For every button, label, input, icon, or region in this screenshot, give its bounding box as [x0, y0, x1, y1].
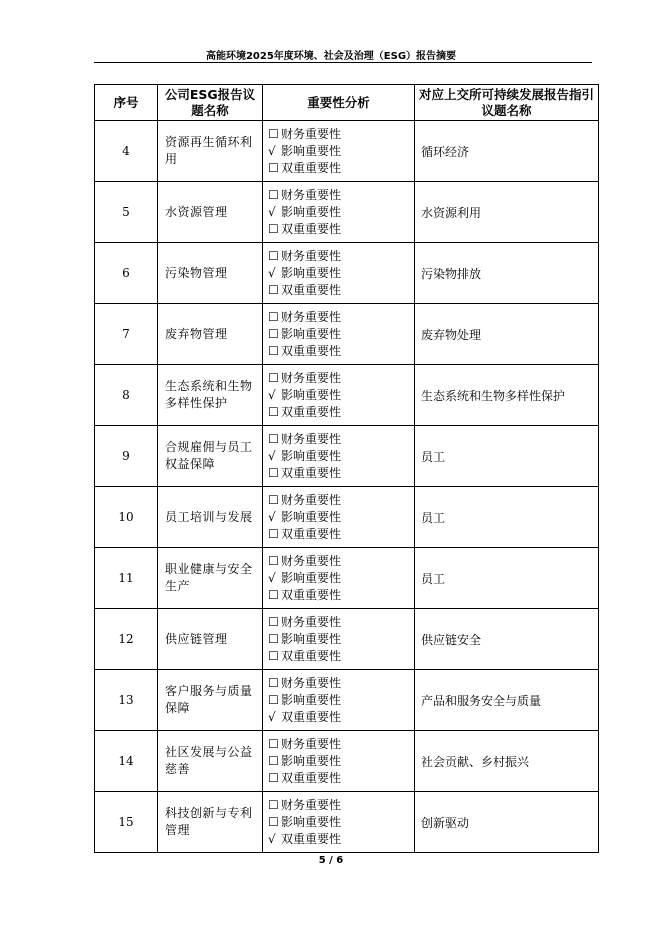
materiality-option [268, 797, 414, 814]
checkbox-empty-icon: ☐ [268, 404, 279, 419]
row-number: 11 [95, 548, 158, 609]
checkbox-empty-icon: ☐ [268, 526, 279, 541]
page-number: 5 / 6 [318, 855, 344, 866]
materiality-option-label: 财务重要性 [281, 614, 342, 629]
materiality-options [263, 487, 415, 548]
esg-topic-name: 职业健康与安全生产 [158, 548, 263, 609]
materiality-option [268, 753, 414, 770]
materiality-option [268, 160, 414, 177]
materiality-option [268, 282, 414, 299]
checkbox-empty-icon: ☐ [268, 282, 279, 297]
table-row [95, 365, 599, 426]
mapped-topic-name: 创新驱动 [415, 792, 599, 853]
column-header-no: 序号 [95, 85, 158, 121]
checkbox-empty-icon: ☐ [268, 587, 279, 602]
checkbox-empty-icon: ☐ [268, 309, 279, 324]
materiality-option [268, 387, 414, 404]
checkmark-icon: √ [268, 143, 276, 158]
checkbox-empty-icon: ☐ [268, 326, 279, 341]
materiality-options [263, 365, 415, 426]
materiality-option [268, 143, 414, 160]
row-number: 15 [95, 792, 158, 853]
esg-topics-table [94, 84, 599, 853]
materiality-option [268, 370, 414, 387]
checkbox-empty-icon: ☐ [268, 631, 279, 646]
materiality-option-label: 影响重要性 [281, 265, 342, 280]
materiality-option-label: 财务重要性 [281, 126, 342, 141]
materiality-options [263, 792, 415, 853]
row-number: 9 [95, 426, 158, 487]
materiality-option-label: 财务重要性 [281, 370, 342, 385]
checkmark-icon: √ [268, 570, 276, 585]
materiality-option [268, 265, 414, 282]
table-row [95, 548, 599, 609]
mapped-topic-name: 员工 [415, 548, 599, 609]
materiality-option [268, 492, 414, 509]
mapped-topic-name: 废弃物处理 [415, 304, 599, 365]
materiality-option [268, 736, 414, 753]
checkbox-empty-icon: ☐ [268, 614, 279, 629]
checkmark-icon: √ [268, 448, 276, 463]
mapped-topic-name: 员工 [415, 487, 599, 548]
esg-topic-name: 资源再生循环利用 [158, 121, 263, 182]
materiality-options [263, 121, 415, 182]
materiality-option-label: 双重重要性 [281, 770, 342, 785]
materiality-option [268, 221, 414, 238]
materiality-option-label: 财务重要性 [281, 431, 342, 446]
materiality-option [268, 509, 414, 526]
checkmark-icon: √ [268, 387, 276, 402]
mapped-topic-name: 循环经济 [415, 121, 599, 182]
materiality-options [263, 609, 415, 670]
materiality-option-label: 双重重要性 [281, 648, 342, 663]
checkbox-empty-icon: ☐ [268, 343, 279, 358]
row-number: 7 [95, 304, 158, 365]
materiality-option [268, 309, 414, 326]
mapped-topic-name: 水资源利用 [415, 182, 599, 243]
checkbox-empty-icon: ☐ [268, 187, 279, 202]
checkbox-empty-icon: ☐ [268, 126, 279, 141]
checkmark-icon: √ [268, 709, 276, 724]
mapped-topic-name: 员工 [415, 426, 599, 487]
materiality-options [263, 304, 415, 365]
materiality-option [268, 709, 414, 726]
esg-topic-name: 员工培训与发展 [158, 487, 263, 548]
materiality-option-label: 影响重要性 [281, 753, 342, 768]
materiality-option-label: 财务重要性 [281, 553, 342, 568]
materiality-option [268, 831, 414, 848]
checkbox-empty-icon: ☐ [268, 553, 279, 568]
materiality-option [268, 465, 414, 482]
materiality-option [268, 770, 414, 787]
materiality-option [268, 187, 414, 204]
materiality-option-label: 影响重要性 [281, 326, 342, 341]
materiality-option-label: 财务重要性 [281, 248, 342, 263]
materiality-option-label: 影响重要性 [281, 204, 342, 219]
materiality-option [268, 814, 414, 831]
materiality-option-label: 双重重要性 [281, 404, 342, 419]
materiality-option-label: 双重重要性 [281, 343, 342, 358]
row-number: 12 [95, 609, 158, 670]
mapped-topic-name: 供应链安全 [415, 609, 599, 670]
materiality-option-label: 双重重要性 [281, 526, 342, 541]
materiality-option [268, 343, 414, 360]
materiality-options [263, 548, 415, 609]
materiality-option [268, 587, 414, 604]
materiality-option-label: 影响重要性 [281, 570, 342, 585]
checkbox-empty-icon: ☐ [268, 692, 279, 707]
materiality-option-label: 财务重要性 [281, 492, 342, 507]
checkbox-empty-icon: ☐ [268, 753, 279, 768]
checkbox-empty-icon: ☐ [268, 370, 279, 385]
materiality-options [263, 426, 415, 487]
row-number: 14 [95, 731, 158, 792]
checkbox-empty-icon: ☐ [268, 248, 279, 263]
materiality-option [268, 204, 414, 221]
materiality-option [268, 526, 414, 543]
materiality-option-label: 双重重要性 [281, 831, 342, 846]
materiality-option-label: 影响重要性 [281, 387, 342, 402]
row-number: 8 [95, 365, 158, 426]
materiality-option-label: 双重重要性 [281, 709, 342, 724]
table-row [95, 792, 599, 853]
column-header-topic: 公司ESG报告议题名称 [158, 85, 263, 121]
materiality-option-label: 双重重要性 [281, 587, 342, 602]
running-header: 高能环境2025年度环境、社会及治理（ESG）报告摘要 [205, 51, 457, 62]
row-number: 4 [95, 121, 158, 182]
esg-topic-name: 科技创新与专利管理 [158, 792, 263, 853]
esg-topic-name: 供应链管理 [158, 609, 263, 670]
table-row [95, 243, 599, 304]
checkmark-icon: √ [268, 204, 276, 219]
materiality-option-label: 影响重要性 [281, 631, 342, 646]
checkbox-empty-icon: ☐ [268, 675, 279, 690]
materiality-option-label: 财务重要性 [281, 736, 342, 751]
materiality-option-label: 影响重要性 [281, 509, 342, 524]
checkbox-empty-icon: ☐ [268, 492, 279, 507]
esg-topic-name: 社区发展与公益慈善 [158, 731, 263, 792]
materiality-option [268, 675, 414, 692]
materiality-option-label: 影响重要性 [281, 143, 342, 158]
checkbox-empty-icon: ☐ [268, 160, 279, 175]
materiality-option-label: 财务重要性 [281, 797, 342, 812]
materiality-option-label: 财务重要性 [281, 309, 342, 324]
materiality-option [268, 614, 414, 631]
esg-topic-name: 废弃物管理 [158, 304, 263, 365]
materiality-option [268, 326, 414, 343]
table-row [95, 182, 599, 243]
materiality-option [268, 570, 414, 587]
materiality-option [268, 631, 414, 648]
mapped-topic-name: 社会贡献、乡村振兴 [415, 731, 599, 792]
materiality-option-label: 双重重要性 [281, 465, 342, 480]
table-row [95, 487, 599, 548]
table-body [95, 121, 599, 853]
checkbox-empty-icon: ☐ [268, 465, 279, 480]
row-number: 13 [95, 670, 158, 731]
materiality-option-label: 财务重要性 [281, 675, 342, 690]
materiality-option [268, 404, 414, 421]
materiality-option [268, 126, 414, 143]
materiality-option [268, 692, 414, 709]
esg-topic-name: 生态系统和生物多样性保护 [158, 365, 263, 426]
table-row [95, 609, 599, 670]
mapped-topic-name: 产品和服务安全与质量 [415, 670, 599, 731]
table-row [95, 304, 599, 365]
mapped-topic-name: 污染物排放 [415, 243, 599, 304]
checkmark-icon: √ [268, 509, 276, 524]
materiality-option-label: 双重重要性 [281, 282, 342, 297]
checkbox-empty-icon: ☐ [268, 648, 279, 663]
checkbox-empty-icon: ☐ [268, 797, 279, 812]
table-row [95, 670, 599, 731]
column-header-materiality: 重要性分析 [263, 85, 415, 121]
checkbox-empty-icon: ☐ [268, 770, 279, 785]
materiality-option-label: 双重重要性 [281, 160, 342, 175]
materiality-options [263, 731, 415, 792]
table-row [95, 426, 599, 487]
esg-topic-name: 污染物管理 [158, 243, 263, 304]
materiality-option [268, 448, 414, 465]
row-number: 5 [95, 182, 158, 243]
mapped-topic-name: 生态系统和生物多样性保护 [415, 365, 599, 426]
materiality-option-label: 影响重要性 [281, 814, 342, 829]
table-header-row [95, 85, 599, 121]
materiality-options [263, 243, 415, 304]
materiality-option-label: 影响重要性 [281, 448, 342, 463]
esg-topic-name: 水资源管理 [158, 182, 263, 243]
materiality-option [268, 553, 414, 570]
materiality-option [268, 648, 414, 665]
table-row [95, 731, 599, 792]
esg-topic-name: 客户服务与质量保障 [158, 670, 263, 731]
row-number: 6 [95, 243, 158, 304]
column-header-mapped-topic: 对应上交所可持续发展报告指引议题名称 [415, 85, 599, 121]
esg-topic-name: 合规雇佣与员工权益保障 [158, 426, 263, 487]
checkbox-empty-icon: ☐ [268, 431, 279, 446]
header-divider [94, 62, 592, 63]
materiality-options [263, 182, 415, 243]
table-row [95, 121, 599, 182]
materiality-option-label: 财务重要性 [281, 187, 342, 202]
materiality-option [268, 431, 414, 448]
row-number: 10 [95, 487, 158, 548]
checkbox-empty-icon: ☐ [268, 221, 279, 236]
checkbox-empty-icon: ☐ [268, 814, 279, 829]
materiality-option [268, 248, 414, 265]
materiality-options [263, 670, 415, 731]
materiality-option-label: 影响重要性 [281, 692, 342, 707]
checkbox-empty-icon: ☐ [268, 736, 279, 751]
materiality-option-label: 双重重要性 [281, 221, 342, 236]
checkmark-icon: √ [268, 831, 276, 846]
checkmark-icon: √ [268, 265, 276, 280]
